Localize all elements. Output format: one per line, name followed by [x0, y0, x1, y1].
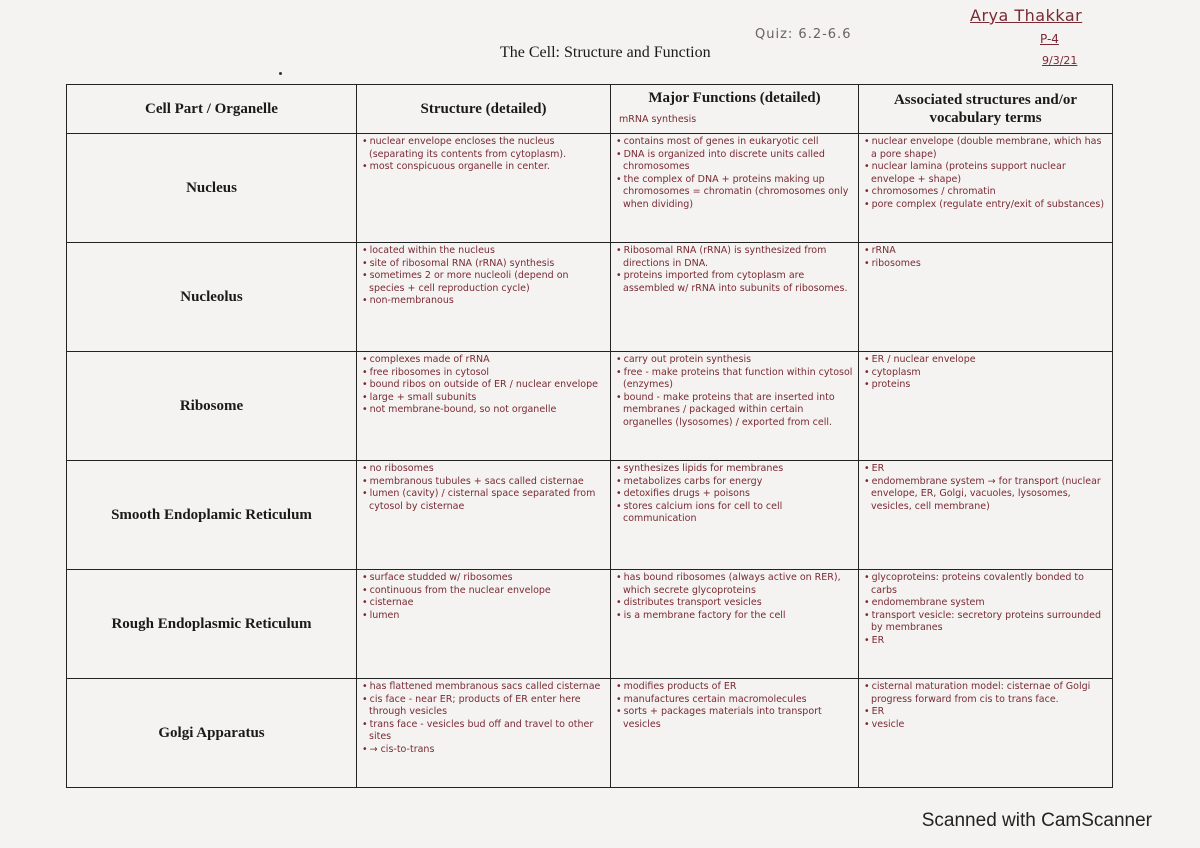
structure-cell [357, 570, 611, 679]
note-item: • sorts + packages materials into transport vesicles [615, 706, 854, 731]
table-row [67, 679, 1113, 788]
note-item: • sometimes 2 or more nucleoli (depend on species + cell reproduction cycle) [361, 270, 606, 295]
terms-notes [863, 463, 1108, 513]
note-item: • proteins imported from cytoplasm are assembled w/ rRNA into subunits of ribosomes. [615, 270, 854, 295]
structure-cell [357, 243, 611, 352]
structure-cell [357, 461, 611, 570]
terms-cell [859, 461, 1113, 570]
note-item: • ER [863, 706, 1108, 719]
functions-cell [611, 461, 859, 570]
table-body [67, 134, 1113, 788]
note-item: • bound - make proteins that are inserted into membranes / packaged within certain organelles (lysosomes) / exported from cell. [615, 392, 854, 430]
note-item: • rRNA [863, 245, 1108, 258]
note-item: • glycoproteins: proteins covalently bonded to carbs [863, 572, 1108, 597]
note-item: • manufactures certain macromolecules [615, 694, 854, 707]
note-item: • surface studded w/ ribosomes [361, 572, 606, 585]
date-label: 9/3/21 [1042, 54, 1078, 67]
table-row [67, 461, 1113, 570]
organelle-table [66, 84, 1113, 788]
column-header-functions [611, 85, 859, 134]
column-header-label: Associated structures and/or vocabulary terms [893, 92, 1078, 126]
note-item: • cytoplasm [863, 367, 1108, 380]
note-item: • trans face - vesicles bud off and travel to other sites [361, 719, 606, 744]
functions-notes [615, 136, 854, 211]
note-item: • pore complex (regulate entry/exit of substances) [863, 199, 1108, 212]
note-item: • nuclear envelope encloses the nucleus (separating its contents from cytoplasm). [361, 136, 606, 161]
column-header-label: Major Functions (detailed) [648, 90, 821, 106]
structure-notes [361, 681, 606, 756]
organelle-name: Golgi Apparatus [67, 679, 357, 788]
terms-notes [863, 354, 1108, 392]
note-item: • stores calcium ions for cell to cell communication [615, 501, 854, 526]
note-item: • free - make proteins that function within cytosol (enzymes) [615, 367, 854, 392]
note-item: • chromosomes / chromatin [863, 186, 1108, 199]
note-item: • → cis-to-trans [361, 744, 606, 757]
table-row [67, 134, 1113, 243]
note-item: • metabolizes carbs for energy [615, 476, 854, 489]
quiz-label: Quiz: 6.2-6.6 [755, 27, 852, 42]
functions-cell [611, 243, 859, 352]
organelle-name: Nucleolus [67, 243, 357, 352]
note-item: • cis face - near ER; products of ER enter here through vesicles [361, 694, 606, 719]
note-item: • large + small subunits [361, 392, 606, 405]
note-item: • ER [863, 635, 1108, 648]
header-row [67, 85, 1113, 134]
structure-cell [357, 134, 611, 243]
note-item: • Ribosomal RNA (rRNA) is synthesized from directions in DNA. [615, 245, 854, 270]
note-item: • non-membranous [361, 295, 606, 308]
terms-notes [863, 136, 1108, 211]
header-handwritten-note: mRNA synthesis [619, 114, 697, 125]
note-item: • has flattened membranous sacs called cisternae [361, 681, 606, 694]
note-item: • distributes transport vesicles [615, 597, 854, 610]
column-header-label: Cell Part / Organelle [145, 101, 278, 117]
column-header-label: Structure (detailed) [420, 101, 547, 117]
table [66, 84, 1113, 788]
functions-notes [615, 354, 854, 429]
table-row [67, 352, 1113, 461]
functions-notes [615, 463, 854, 526]
note-item: • carry out protein synthesis [615, 354, 854, 367]
note-item: • transport vesicle: secretory proteins surrounded by membranes [863, 610, 1108, 635]
terms-notes [863, 245, 1108, 270]
organelle-name: Ribosome [67, 352, 357, 461]
table-row [67, 243, 1113, 352]
column-header-part [67, 85, 357, 134]
note-item: • ribosomes [863, 258, 1108, 271]
note-item: • detoxifies drugs + poisons [615, 488, 854, 501]
organelle-name: Smooth Endoplamic Reticulum [67, 461, 357, 570]
note-item: • complexes made of rRNA [361, 354, 606, 367]
class-period: P-4 [1040, 32, 1059, 46]
functions-cell [611, 570, 859, 679]
note-item: • synthesizes lipids for membranes [615, 463, 854, 476]
note-item: • cisternae [361, 597, 606, 610]
note-item: • is a membrane factory for the cell [615, 610, 854, 623]
terms-cell [859, 134, 1113, 243]
note-item: • membranous tubules + sacs called cisternae [361, 476, 606, 489]
note-item: • site of ribosomal RNA (rRNA) synthesis [361, 258, 606, 271]
structure-notes [361, 354, 606, 417]
note-item: • endomembrane system → for transport (nuclear envelope, ER, Golgi, vacuoles, lysosomes, vesicles, cell membrane) [863, 476, 1108, 514]
column-header-structure [357, 85, 611, 134]
note-item: • nuclear envelope (double membrane, which has a pore shape) [863, 136, 1108, 161]
note-item: • the complex of DNA + proteins making up chromosomes = chromatin (chromosomes only when dividing) [615, 174, 854, 212]
note-item: • endomembrane system [863, 597, 1108, 610]
terms-notes [863, 572, 1108, 647]
note-item: • has bound ribosomes (always active on RER), which secrete glycoproteins [615, 572, 854, 597]
structure-notes [361, 136, 606, 174]
note-item: • ER / nuclear envelope [863, 354, 1108, 367]
terms-notes [863, 681, 1108, 731]
stray-mark [279, 72, 282, 75]
functions-notes [615, 572, 854, 622]
note-item: • contains most of genes in eukaryotic cell [615, 136, 854, 149]
structure-cell [357, 352, 611, 461]
scanner-watermark: Scanned with CamScanner [921, 810, 1152, 831]
structure-notes [361, 572, 606, 622]
structure-notes [361, 463, 606, 513]
terms-cell [859, 570, 1113, 679]
note-item: • lumen [361, 610, 606, 623]
note-item: • continuous from the nuclear envelope [361, 585, 606, 598]
functions-notes [615, 681, 854, 731]
student-name: Arya Thakkar [970, 6, 1083, 25]
note-item: • bound ribos on outside of ER / nuclear envelope [361, 379, 606, 392]
note-item: • lumen (cavity) / cisternal space separated from cytosol by cisternae [361, 488, 606, 513]
organelle-name: Nucleus [67, 134, 357, 243]
functions-cell [611, 679, 859, 788]
note-item: • vesicle [863, 719, 1108, 732]
note-item: • no ribosomes [361, 463, 606, 476]
functions-cell [611, 352, 859, 461]
note-item: • modifies products of ER [615, 681, 854, 694]
table-row [67, 570, 1113, 679]
note-item: • DNA is organized into discrete units called chromosomes [615, 149, 854, 174]
note-item: • not membrane-bound, so not organelle [361, 404, 606, 417]
document-title: The Cell: Structure and Function [500, 44, 711, 61]
terms-cell [859, 679, 1113, 788]
column-header-terms [859, 85, 1113, 134]
note-item: • ER [863, 463, 1108, 476]
structure-cell [357, 679, 611, 788]
note-item: • nuclear lamina (proteins support nuclear envelope + shape) [863, 161, 1108, 186]
note-item: • proteins [863, 379, 1108, 392]
organelle-name: Rough Endoplasmic Reticulum [67, 570, 357, 679]
note-item: • free ribosomes in cytosol [361, 367, 606, 380]
note-item: • located within the nucleus [361, 245, 606, 258]
terms-cell [859, 352, 1113, 461]
structure-notes [361, 245, 606, 308]
functions-cell [611, 134, 859, 243]
note-item: • cisternal maturation model: cisternae of Golgi progress forward from cis to trans face. [863, 681, 1108, 706]
note-item: • most conspicuous organelle in center. [361, 161, 606, 174]
functions-notes [615, 245, 854, 295]
terms-cell [859, 243, 1113, 352]
